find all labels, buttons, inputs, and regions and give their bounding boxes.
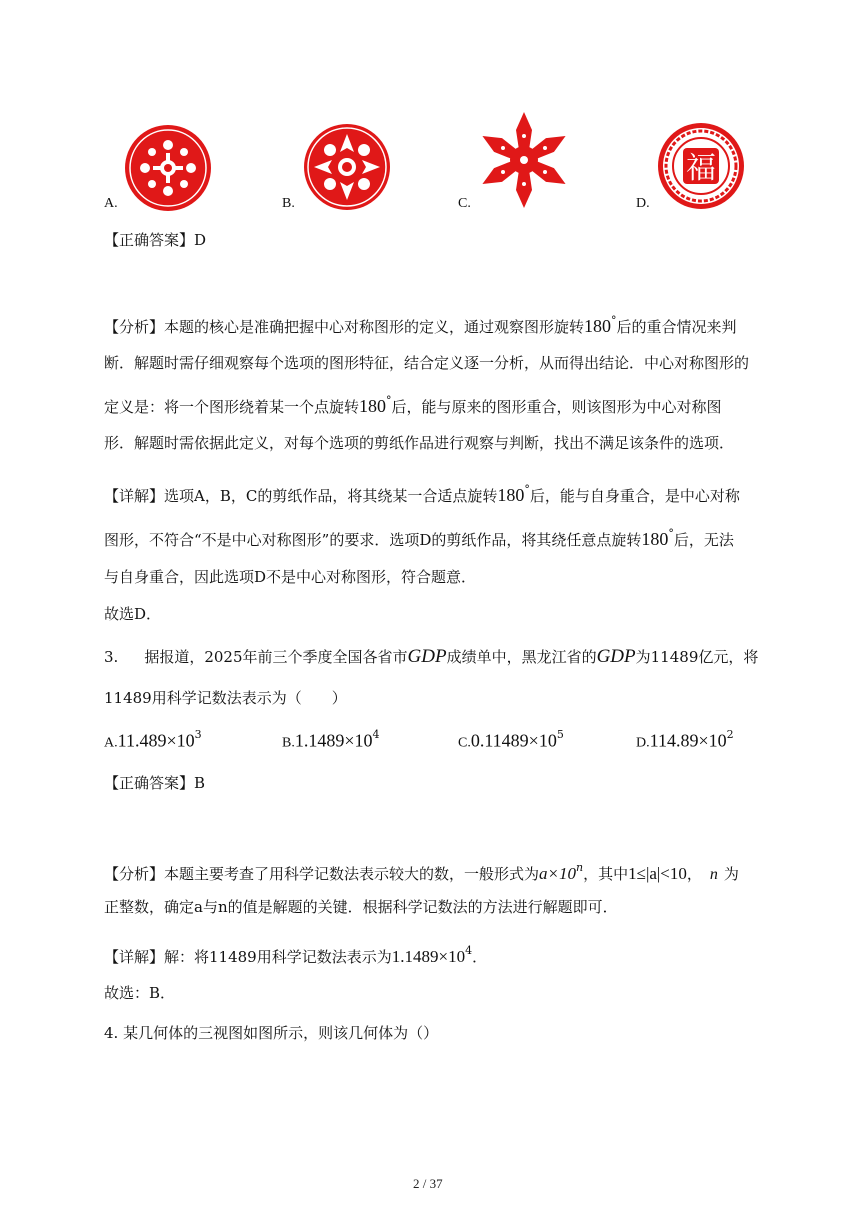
detail-value: 1.1489×10 — [391, 947, 466, 966]
q2-analysis-line4: 形．解题时需依据此定义，对每个选项的剪纸作品进行观察与判断，找出不满足该条件的选项． — [104, 434, 735, 452]
text: ， — [686, 865, 702, 883]
q3-answer: 【正确答案】B — [104, 774, 206, 792]
text: 成绩单中，黑龙江省的 — [446, 648, 597, 666]
gdp-symbol: GDP — [596, 646, 636, 667]
option-exponent: 3 — [194, 728, 202, 741]
q3-option-a[interactable] — [104, 730, 202, 751]
n-variable: n — [709, 866, 718, 883]
question-number: 3. — [104, 648, 119, 666]
q2-analysis-line1 — [104, 313, 737, 337]
option-value: 114.89×10 — [649, 730, 727, 751]
q3-option-b[interactable] — [282, 730, 380, 751]
angle-180: 180 — [359, 396, 387, 416]
q2-detail-line1 — [104, 482, 740, 506]
papercut-b — [302, 122, 392, 212]
text: 据报道，2025年前三个季度全国各省市 — [144, 648, 408, 666]
gdp-symbol: GDP — [407, 646, 447, 667]
q3-detail — [104, 943, 487, 967]
detail-exponent: 4 — [465, 944, 473, 957]
option-letter: B. — [282, 735, 295, 751]
general-form-exponent: n — [576, 861, 584, 874]
option-value: 1.1489×10 — [294, 730, 373, 751]
text: 【分析】本题的核心是准确把握中心对称图形的定义，通过观察图形旋转 — [104, 318, 585, 336]
image-label-a: A. — [104, 196, 118, 211]
option-exponent: 2 — [726, 728, 734, 741]
seal-character: 福 — [686, 151, 716, 186]
condition: 1≤|a|<10 — [628, 864, 687, 883]
q4-stem: 4. 某几何体的三视图如图所示，则该几何体为（） — [104, 1024, 439, 1042]
papercut-d — [656, 121, 746, 211]
q3-conclusion: 故选：B． — [104, 984, 176, 1002]
text: ，其中 — [583, 865, 629, 883]
q3-option-c[interactable] — [458, 730, 564, 751]
text: 为11489亿元，将 — [635, 648, 759, 666]
text: 定义是：将一个图形绕着某一个点旋转 — [104, 398, 360, 416]
text: 后，能与自身重合，是中心对称 — [529, 487, 740, 505]
degree-sign: ° — [386, 394, 392, 407]
angle-180: 180 — [497, 485, 525, 505]
q3-analysis-line2: 正整数，确定a与n的值是解题的关键．根据科学记数法的方法进行解题即可． — [104, 898, 618, 916]
text: 后的重合情况来判 — [616, 318, 737, 336]
q3-analysis-line1 — [104, 860, 739, 885]
degree-sign: ° — [611, 314, 617, 327]
option-value: 11.489×10 — [117, 730, 195, 751]
q3-stem-line1 — [104, 647, 758, 667]
papercut-a — [123, 123, 213, 213]
degree-sign: ° — [524, 483, 530, 496]
angle-180: 180 — [641, 529, 669, 549]
option-letter: D. — [636, 735, 650, 751]
option-exponent: 5 — [556, 728, 564, 741]
degree-sign: ° — [668, 527, 674, 540]
text: 图形，不符合“不是中心对称图形”的要求．选项D的剪纸作品，将其绕任意点旋转 — [104, 531, 642, 549]
q2-detail-line3: 与自身重合，因此选项D不是中心对称图形，符合题意． — [104, 568, 477, 586]
option-letter: A. — [104, 735, 118, 751]
q3-option-d[interactable] — [636, 730, 734, 751]
q2-analysis-line2: 断．解题时需仔细观察每个选项的图形特征，结合定义逐一分析，从而得出结论．中心对称图形的 — [104, 354, 750, 372]
text: 为 — [723, 865, 739, 883]
q3-stem-line2: 11489用科学记数法表示为（ ） — [104, 689, 347, 707]
image-label-b: B. — [282, 196, 295, 211]
option-value: 0.11489×10 — [470, 730, 557, 751]
text: 【详解】解：将11489用科学记数法表示为 — [104, 948, 392, 966]
text: 【分析】本题主要考查了用科学记数法表示较大的数，一般形式为 — [104, 865, 540, 883]
text: 【详解】选项A，B，C的剪纸作品，将其绕某一合适点旋转 — [104, 487, 498, 505]
papercut-c — [478, 110, 570, 210]
angle-180: 180 — [584, 316, 612, 336]
text: ． — [472, 948, 488, 966]
option-exponent: 4 — [372, 728, 380, 741]
image-label-d: D. — [636, 196, 650, 211]
general-form: a×10 — [539, 864, 576, 883]
q2-analysis-line3 — [104, 393, 722, 417]
q2-detail-line2 — [104, 526, 734, 550]
q2-answer: 【正确答案】D — [104, 231, 207, 249]
q2-conclusion: 故选D． — [104, 605, 162, 623]
text: 后，能与原来的图形重合，则该图形为中心对称图 — [391, 398, 722, 416]
page-number: 2 / 37 — [413, 1176, 443, 1191]
text: 后，无法 — [673, 531, 734, 549]
image-label-c: C. — [458, 196, 471, 211]
option-letter: C. — [458, 735, 471, 751]
